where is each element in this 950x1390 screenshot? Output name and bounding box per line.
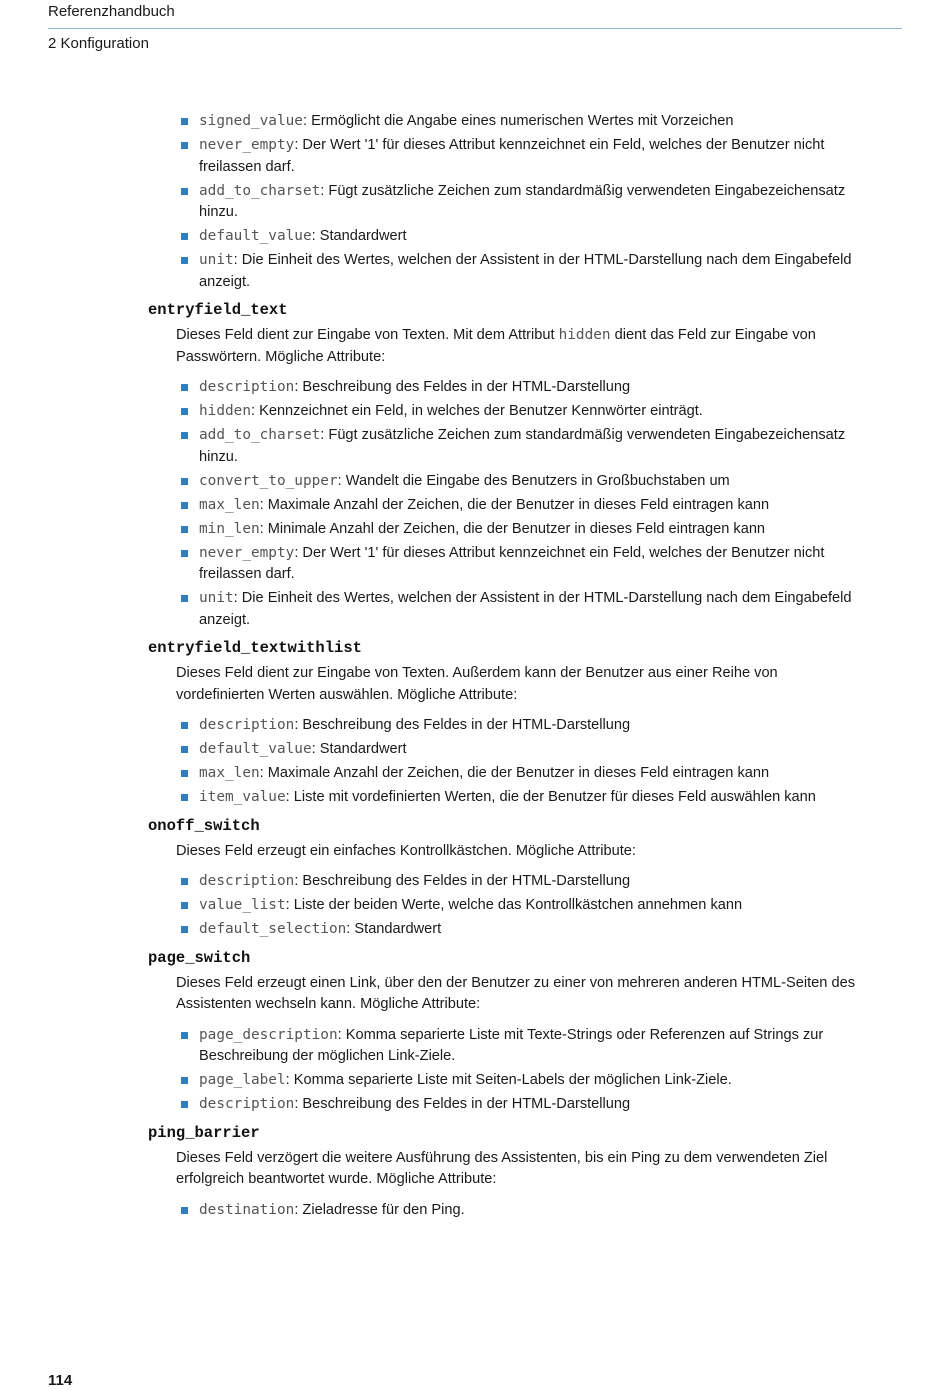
attribute-description: : Der Wert '1' für dieses Attribut kennzeichnet ein Feld, welches der Benutzer nicht freilassen darf.: [199, 544, 825, 582]
list-item: [148, 543, 863, 586]
section-heading: entryfield_text: [148, 301, 288, 319]
attribute-description: : Zieladresse für den Ping.: [294, 1201, 465, 1218]
list-item: [148, 495, 863, 517]
attribute-description: : Kennzeichnet ein Feld, in welches der Benutzer Kennwörter einträgt.: [250, 403, 703, 419]
attribute-description: : Beschreibung des Feldes in der HTML-Darstellung: [294, 379, 631, 395]
attribute-name: page_label: [199, 1072, 286, 1088]
square-bullet-icon: [181, 257, 188, 264]
section-heading: onoff_switch: [148, 816, 260, 835]
attribute-name: page_description: [199, 1026, 338, 1043]
list-item: [148, 250, 863, 293]
attribute-description: : Maximale Anzahl der Zeichen, die der Benutzer in dieses Feld eintragen kann: [259, 496, 770, 513]
description-text: Dieses Feld dient zur Eingabe von Texten. Außerdem kann der Benutzer aus einer Reihe von vordefinierten Werten auswählen. Mögliche Attribute:: [176, 665, 778, 703]
attribute-name: never_empty: [199, 137, 295, 153]
list-item: [148, 739, 863, 761]
square-bullet-icon: [181, 595, 188, 602]
description-text: Dieses Feld erzeugt einen Link, über den der Benutzer zu einer von mehreren anderen HTML-Seiten des Assistenten wechseln kann. Mögliche Attribute:: [176, 974, 855, 1012]
section-description: [148, 325, 863, 368]
square-bullet-icon: [181, 550, 188, 557]
square-bullet-icon: [181, 902, 188, 909]
list-item: [148, 1025, 863, 1068]
square-bullet-icon: [181, 526, 188, 533]
list-item: [148, 519, 863, 541]
list-item: [148, 1200, 863, 1222]
attribute-name: item_value: [199, 789, 286, 805]
attribute-name: convert_to_upper: [199, 472, 338, 489]
attribute-name: min_len: [199, 520, 260, 537]
section-heading: ping_barrier: [148, 1123, 260, 1142]
list-item: [148, 181, 863, 224]
description-text: dient das Feld zur Eingabe von Passwörtern. Mögliche Attribute:: [176, 327, 816, 365]
attribute-name: default_value: [199, 228, 312, 244]
square-bullet-icon: [181, 142, 188, 149]
description-text: Dieses Feld verzögert die weitere Ausführung des Assistenten, bis ein Ping zu dem verwendeten Ziel erfolgreich beantwortet wurde. Mögliche Attribute:: [176, 1149, 828, 1187]
attribute-list: [148, 377, 863, 631]
attribute-description: : Maximale Anzahl der Zeichen, die der Benutzer in dieses Feld eintragen kann: [259, 765, 770, 781]
attribute-description: : Wandelt die Eingabe des Benutzers in Großbuchstaben um: [337, 472, 730, 489]
attribute-name: max_len: [199, 765, 260, 781]
list-item: [148, 919, 863, 941]
list-item: [148, 135, 863, 178]
document-title: Referenzhandbuch: [48, 3, 175, 20]
attribute-description: : Standardwert: [346, 921, 442, 937]
attribute-name: value_list: [199, 897, 286, 913]
list-item: [148, 763, 863, 785]
square-bullet-icon: [181, 926, 188, 933]
attribute-name: description: [199, 717, 295, 733]
section-description: [148, 663, 863, 706]
chapter-title: 2 Konfiguration: [48, 35, 149, 52]
square-bullet-icon: [181, 878, 188, 885]
attribute-name: unit: [199, 590, 234, 606]
attribute-name: hidden: [199, 403, 251, 419]
attribute-name: description: [199, 873, 295, 889]
attribute-name: default_selection: [199, 921, 347, 937]
list-item: [148, 588, 863, 631]
square-bullet-icon: [181, 1207, 188, 1214]
attribute-description: : Standardwert: [311, 228, 407, 244]
section-description: [148, 1148, 863, 1191]
description-text: Dieses Feld erzeugt ein einfaches Kontrollkästchen. Mögliche Attribute:: [176, 842, 636, 859]
list-item: [148, 111, 863, 133]
square-bullet-icon: [181, 746, 188, 753]
description-text: Dieses Feld dient zur Eingabe von Texten. Mit dem Attribut: [176, 327, 559, 343]
section-description: [148, 973, 863, 1016]
attribute-description: : Ermöglicht die Angabe eines numerischen Wertes mit Vorzeichen: [302, 113, 734, 129]
attribute-name: default_value: [199, 741, 312, 757]
list-item: [148, 871, 863, 893]
square-bullet-icon: [181, 794, 188, 801]
attribute-description: : Fügt zusätzliche Zeichen zum standardmäßig verwendeten Eingabezeichensatz hinzu.: [199, 182, 846, 220]
list-item: [148, 471, 863, 493]
section-heading: page_switch: [148, 948, 251, 967]
attribute-list: [148, 715, 863, 809]
attribute-name: unit: [199, 252, 234, 268]
attribute-list: [148, 871, 863, 941]
square-bullet-icon: [181, 478, 188, 485]
square-bullet-icon: [181, 233, 188, 240]
list-item: [148, 787, 863, 809]
page-number: 114: [48, 1372, 73, 1389]
list-item: [148, 895, 863, 917]
header-rule: [48, 28, 902, 29]
attribute-name: description: [199, 1096, 295, 1112]
square-bullet-icon: [181, 1032, 188, 1039]
attribute-list: [148, 1025, 863, 1116]
square-bullet-icon: [181, 384, 188, 391]
attribute-name: description: [199, 379, 295, 395]
attribute-name: add_to_charset: [199, 427, 321, 443]
attribute-description: : Beschreibung des Feldes in der HTML-Darstellung: [294, 1096, 631, 1112]
attribute-description: : Fügt zusätzliche Zeichen zum standardmäßig verwendeten Eingabezeichensatz hinzu.: [199, 427, 846, 465]
list-item: [148, 401, 863, 423]
square-bullet-icon: [181, 118, 188, 125]
attribute-description: : Liste der beiden Werte, welche das Kontrollkästchen annehmen kann: [285, 897, 743, 913]
attribute-name: add_to_charset: [199, 182, 321, 199]
attribute-description: : Die Einheit des Wertes, welchen der Assistent in der HTML-Darstellung nach dem Eingabefeld anzeigt.: [199, 252, 852, 290]
square-bullet-icon: [181, 502, 188, 509]
square-bullet-icon: [181, 1077, 188, 1084]
attribute-name: signed_value: [199, 113, 303, 129]
attribute-list: [148, 1200, 863, 1222]
attribute-description: : Der Wert '1' für dieses Attribut kennzeichnet ein Feld, welches der Benutzer nicht freilassen darf.: [199, 137, 825, 175]
section-heading: entryfield_textwithlist: [148, 639, 362, 657]
attribute-description: : Standardwert: [311, 741, 407, 757]
attribute-name: destination: [199, 1201, 295, 1218]
square-bullet-icon: [181, 722, 188, 729]
list-item: [148, 377, 863, 399]
section-description: [148, 841, 863, 863]
attribute-description: : Komma separierte Liste mit Seiten-Labels der möglichen Link-Ziele.: [285, 1072, 732, 1088]
attribute-description: : Beschreibung des Feldes in der HTML-Darstellung: [294, 873, 631, 889]
list-item: [148, 425, 863, 468]
list-item: [148, 715, 863, 737]
attribute-name: max_len: [199, 496, 260, 513]
square-bullet-icon: [181, 408, 188, 415]
square-bullet-icon: [181, 1101, 188, 1108]
main-content: [148, 111, 863, 1224]
intro-attribute-list: [148, 111, 863, 293]
inline-code: hidden: [558, 327, 611, 343]
square-bullet-icon: [181, 188, 188, 195]
attribute-description: : Minimale Anzahl der Zeichen, die der Benutzer in dieses Feld eintragen kann: [259, 520, 766, 537]
attribute-description: : Komma separierte Liste mit Texte-Strings oder Referenzen auf Strings zur Beschreibung der möglichen Link-Ziele.: [199, 1026, 824, 1064]
square-bullet-icon: [181, 770, 188, 777]
attribute-description: : Beschreibung des Feldes in der HTML-Darstellung: [294, 717, 631, 733]
attribute-description: : Die Einheit des Wertes, welchen der Assistent in der HTML-Darstellung nach dem Eingabefeld anzeigt.: [199, 590, 852, 628]
square-bullet-icon: [181, 432, 188, 439]
list-item: [148, 226, 863, 248]
list-item: [148, 1070, 863, 1092]
attribute-name: never_empty: [199, 544, 295, 561]
page-header: [48, 0, 902, 52]
list-item: [148, 1094, 863, 1116]
attribute-description: : Liste mit vordefinierten Werten, die der Benutzer für dieses Feld auswählen kann: [285, 789, 816, 805]
